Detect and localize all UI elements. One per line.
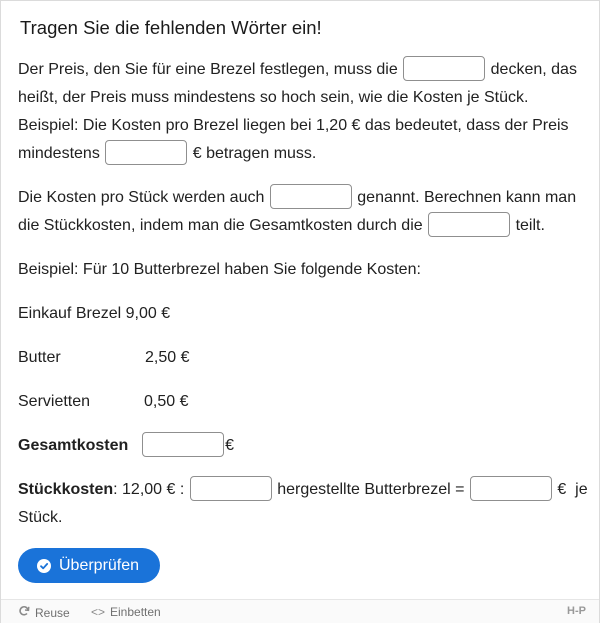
p1-line2: heißt, der Preis muss mindestens so hoch sein, wie die Kosten je Stück. (18, 89, 529, 106)
blank-input-3[interactable] (270, 184, 352, 209)
reuse-icon (18, 605, 30, 620)
cost-item-servietten-amount: 0,50 € (144, 393, 189, 410)
cost-item-servietten-label: Servietten (18, 393, 91, 410)
p2-line2 (18, 212, 545, 240)
check-button[interactable] (18, 548, 160, 583)
p2-text-1a: Die Kosten pro Stück werden auch (18, 189, 265, 206)
p1-text-1b: decken, das (490, 61, 577, 78)
p1-line4 (18, 140, 316, 168)
p2-text-1b: genannt. Berechnen kann man (357, 189, 577, 206)
cost-item-butter-amount: 2,50 € (145, 349, 190, 366)
check-circle-icon (37, 559, 51, 573)
blank-input-quantity[interactable] (190, 476, 272, 501)
p2-line1 (18, 184, 576, 212)
total-unit: € (225, 437, 235, 454)
total-row (18, 432, 234, 460)
example-intro: Beispiel: Für 10 Butterbrezel haben Sie folgende Kosten: (18, 261, 421, 278)
h5p-logo[interactable]: H-P (567, 605, 586, 617)
cost-item-einkauf: Einkauf Brezel 9,00 € (18, 305, 171, 322)
embed-button[interactable] (91, 605, 161, 619)
blank-input-4[interactable] (428, 212, 510, 237)
blank-input-total[interactable] (142, 432, 224, 457)
p1-text-4b: € betragen muss. (192, 145, 317, 162)
unit-cost-text-1: : 12,00 € : (113, 481, 185, 498)
p1-line1 (18, 56, 577, 84)
p1-line3: Beispiel: Die Kosten pro Brezel liegen bei 1,20 € das bedeutet, dass der Preis (18, 117, 569, 134)
unit-cost-row-cont: Stück. (18, 509, 63, 526)
unit-cost-text-2: hergestellte Butterbrezel = (277, 481, 465, 498)
blank-input-2[interactable] (105, 140, 187, 165)
footer-bar (1, 599, 599, 623)
unit-cost-label: Stückkosten (18, 481, 114, 498)
blank-input-unit-cost[interactable] (470, 476, 552, 501)
reuse-label: Reuse (35, 605, 70, 620)
code-icon: <> (91, 605, 106, 619)
blank-input-1[interactable] (403, 56, 485, 81)
p1-text-1a: Der Preis, den Sie für eine Brezel festlegen, muss die (18, 61, 398, 78)
unit-cost-row (18, 476, 588, 504)
reuse-button[interactable] (18, 605, 70, 620)
p2-text-2a: die Stückkosten, indem man die Gesamtkosten durch die (18, 217, 423, 234)
check-button-label: Überprüfen (59, 556, 140, 574)
total-label: Gesamtkosten (18, 437, 129, 454)
unit-cost-text-3: € je (557, 481, 588, 498)
task-title: Tragen Sie die fehlenden Wörter ein! (20, 17, 322, 38)
cost-item-butter-label: Butter (18, 349, 61, 366)
p2-text-2b: teilt. (515, 217, 545, 234)
p1-text-4a: mindestens (18, 145, 100, 162)
embed-label: Einbetten (110, 605, 161, 619)
